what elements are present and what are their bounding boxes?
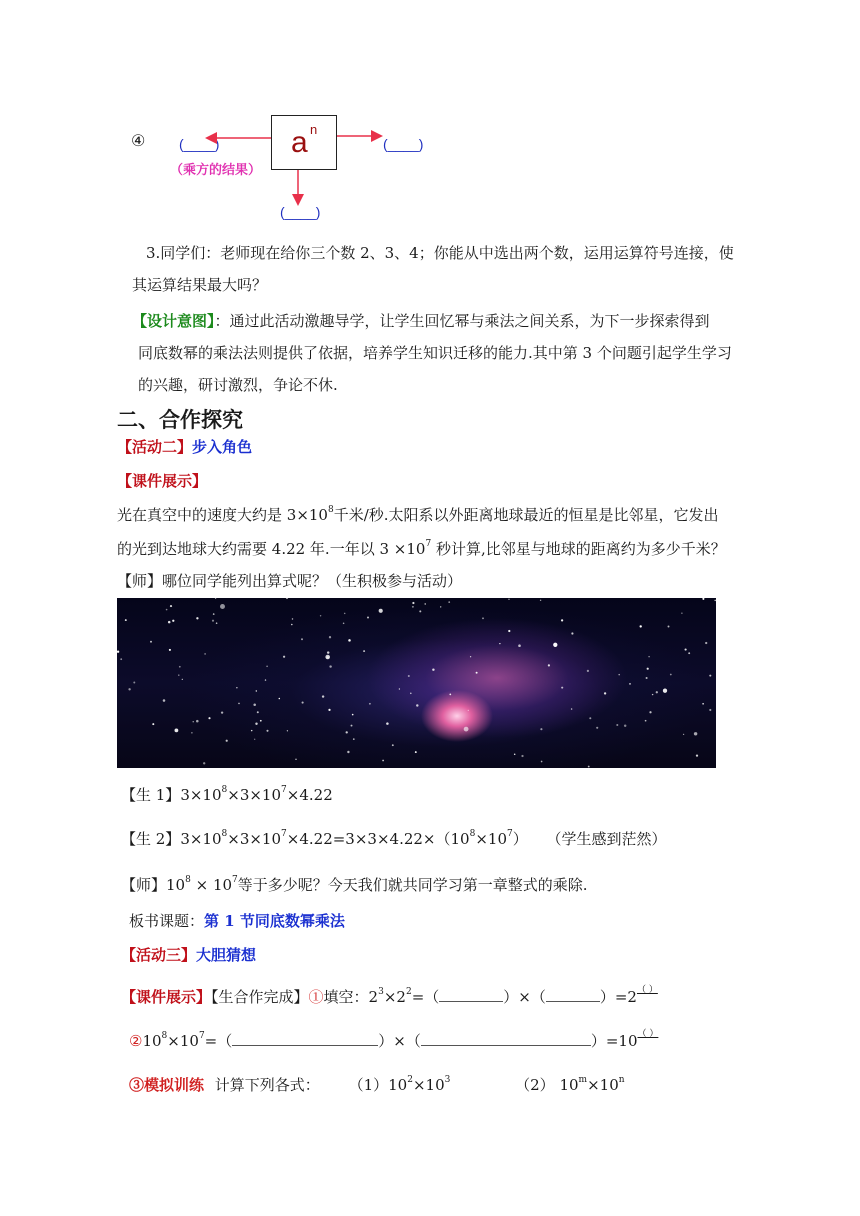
star — [412, 606, 414, 608]
star — [301, 638, 303, 640]
star — [266, 730, 268, 732]
star — [521, 755, 523, 757]
star — [440, 606, 441, 607]
star — [668, 626, 670, 628]
s1-c: ×4.22 — [286, 786, 333, 804]
star — [329, 665, 331, 667]
star — [432, 668, 434, 670]
star — [344, 613, 346, 615]
star — [133, 682, 135, 684]
practice-item-2-b: ×10 — [587, 1076, 619, 1094]
t2-sup-2: 7 — [232, 875, 238, 885]
star — [352, 714, 354, 716]
board-prefix: 板书课题： — [129, 912, 205, 930]
star — [683, 734, 684, 735]
star — [514, 753, 516, 755]
star — [518, 644, 521, 647]
star — [561, 687, 563, 689]
fill-sublabel: 【生合作完成】 — [211, 988, 309, 1006]
star — [694, 732, 697, 735]
star — [616, 724, 618, 726]
star — [596, 727, 598, 729]
star — [343, 623, 345, 625]
student-2-label: 【生 2】 — [121, 830, 181, 848]
star — [652, 694, 653, 695]
star — [347, 751, 349, 753]
star — [172, 620, 174, 622]
star — [449, 694, 451, 696]
practice-item-2: （2） 10 — [515, 1076, 579, 1094]
star — [571, 632, 573, 634]
star — [646, 677, 648, 679]
star — [120, 658, 122, 660]
fill-courseware-label: 【课件展示】 — [121, 988, 212, 1006]
star-field — [117, 598, 716, 768]
star — [348, 639, 351, 642]
star — [150, 641, 152, 643]
star — [468, 710, 469, 711]
problem-sup-2: 7 — [425, 539, 432, 549]
star — [287, 730, 288, 731]
star — [179, 666, 181, 668]
nebula-image — [117, 598, 716, 768]
design-intent-label: 【设计意图】 — [132, 312, 215, 330]
problem-line-2 — [117, 539, 726, 562]
t2-a: 10 — [166, 876, 186, 894]
star — [688, 652, 690, 654]
star — [253, 704, 256, 707]
star — [196, 720, 199, 723]
star — [256, 690, 257, 691]
star — [346, 731, 348, 733]
s1-a: 3×10 — [180, 786, 222, 804]
s2-sup-2: 7 — [281, 829, 287, 839]
star — [705, 642, 707, 644]
star — [125, 619, 127, 621]
star — [648, 656, 650, 658]
star — [265, 679, 266, 680]
star — [618, 674, 620, 676]
f2-d: ）×（ — [378, 1032, 421, 1050]
practice-item-1: （1）10 — [348, 1076, 408, 1094]
star — [681, 613, 682, 614]
star — [540, 728, 542, 730]
diagram-arrows — [0, 0, 860, 230]
star — [629, 683, 631, 685]
problem-line-1 — [117, 505, 719, 528]
practice-item-2-sup-2: n — [618, 1075, 625, 1085]
star — [587, 670, 589, 672]
board-title-text: 第 1 节同底数幂乘法 — [204, 912, 345, 930]
teacher-2-label: 【师】 — [121, 876, 167, 894]
t2-sup-1: 8 — [185, 875, 191, 885]
question-3-line-2: 其运算结果最大吗？ — [132, 276, 268, 294]
s2-e: ） — [512, 830, 528, 848]
s1-sup-2: 7 — [281, 785, 287, 795]
fill-in-1 — [121, 987, 658, 1010]
design-intent-line-2: 同底数幂的乘法法则提供了依据，培养学生知识迁移的能力.其中第 3 个问题引起学生学习 — [138, 344, 732, 362]
star — [291, 624, 293, 626]
star — [325, 655, 330, 660]
s2-sup-3: 8 — [469, 829, 476, 839]
star — [182, 679, 183, 680]
fill-sup-2: 2 — [405, 987, 412, 997]
star — [548, 664, 550, 666]
star — [709, 709, 711, 711]
diagram-caption: （乘方的结果） — [170, 163, 262, 178]
problem-text-a: 光在真空中的速度大约是 3×10 — [117, 506, 328, 524]
star — [696, 754, 698, 756]
fill-sup-1: 3 — [378, 987, 384, 997]
power-exponent: n — [310, 122, 318, 137]
star — [408, 675, 410, 677]
student-1-label: 【生 1】 — [121, 786, 181, 804]
star — [645, 720, 647, 722]
student-2-answer — [121, 829, 667, 852]
practice-text: 计算下列各式： — [214, 1076, 320, 1094]
f2-e: ）=10 — [590, 1032, 638, 1050]
practice-item-1-sup-2: 3 — [444, 1075, 451, 1085]
s2-d: ×10 — [475, 830, 507, 848]
practice-label: ③模拟训练 — [129, 1076, 205, 1094]
star — [328, 709, 330, 711]
star — [640, 625, 642, 627]
star — [508, 630, 510, 632]
star — [166, 609, 168, 611]
star — [714, 600, 716, 602]
diagram-left-paren: (____) — [179, 136, 220, 152]
f2-b: ×10 — [167, 1032, 199, 1050]
star — [702, 703, 704, 705]
star — [589, 717, 591, 719]
fill-blank-1[interactable] — [439, 1001, 503, 1002]
fill-blank-2[interactable] — [546, 1001, 600, 1002]
star — [399, 688, 400, 689]
star — [226, 740, 228, 742]
star — [709, 675, 711, 677]
star — [170, 605, 172, 607]
t2-c: 等于多少呢？今天我们就共同学习第一章整式的乘除. — [237, 876, 588, 894]
fill-text-5: ）=2 — [599, 988, 637, 1006]
f2-sup-2: 7 — [198, 1031, 205, 1041]
star — [382, 760, 384, 762]
problem-text-d: 秒计算,比邻星与地球的距离约为多少千米？ — [431, 540, 726, 558]
star — [322, 695, 324, 697]
teacher-prompt-2 — [121, 875, 588, 898]
star — [410, 693, 412, 695]
star — [419, 610, 421, 612]
star — [254, 739, 255, 740]
activity-3 — [121, 945, 256, 965]
star — [302, 702, 304, 704]
fill-blank-exponent-2[interactable]: （ ） — [637, 1029, 659, 1039]
star — [367, 616, 369, 618]
star — [204, 653, 206, 655]
star — [470, 656, 471, 657]
star — [212, 620, 214, 622]
star — [464, 727, 469, 732]
star — [571, 708, 573, 710]
practice-item-1-b: ×10 — [412, 1076, 445, 1094]
power-base: a — [291, 126, 308, 159]
fill-blank-4[interactable] — [421, 1045, 591, 1046]
fill-text-3: =（ — [411, 988, 440, 1006]
star — [329, 636, 331, 638]
star — [663, 689, 667, 693]
star — [656, 691, 658, 693]
star — [255, 723, 257, 725]
star — [685, 649, 687, 651]
fill-blank-exponent-1[interactable]: （ ） — [636, 985, 658, 995]
student-2-note: （学生感到茫然） — [546, 830, 667, 848]
s2-b: ×3×10 — [227, 830, 282, 848]
star — [540, 600, 541, 601]
star — [647, 668, 649, 670]
design-intent-line-3: 的兴趣，研讨激烈，争论不休. — [138, 376, 338, 394]
fill-text-1: 填空：2 — [323, 988, 379, 1006]
star — [482, 617, 484, 619]
star — [624, 724, 626, 726]
s1-sup-1: 8 — [221, 785, 228, 795]
star — [448, 601, 450, 603]
star — [416, 704, 418, 706]
activity-2-title: 步入角色 — [192, 438, 253, 456]
f2-sup-1: 8 — [161, 1031, 168, 1041]
problem-sup-1: 8 — [327, 505, 334, 515]
board-title — [129, 911, 345, 931]
star — [236, 687, 237, 688]
star — [320, 615, 321, 616]
star — [424, 603, 425, 604]
star — [412, 602, 414, 604]
s2-c: ×4.22=3×3×4.22×（10 — [286, 830, 470, 848]
star — [649, 711, 651, 713]
diagram-bottom-paren: (____) — [280, 204, 321, 220]
activity-3-label: 【活动三】 — [121, 946, 197, 964]
star — [286, 598, 288, 599]
star — [266, 665, 268, 667]
diagram-right-paren: (____) — [383, 136, 424, 152]
star — [279, 698, 281, 700]
star — [203, 762, 205, 764]
activity-2 — [117, 437, 252, 457]
s2-a: 3×10 — [180, 830, 222, 848]
star — [213, 613, 215, 615]
star — [541, 761, 543, 763]
star — [379, 609, 383, 613]
s2-sup-1: 8 — [221, 829, 228, 839]
star — [604, 692, 606, 694]
star — [257, 711, 259, 713]
star — [260, 720, 262, 722]
practice-item-1-sup-1: 2 — [407, 1075, 413, 1085]
star — [221, 711, 223, 713]
star — [508, 599, 509, 600]
problem-text-c: 的光到达地球大约需要 4.22 年.一年以 3 ×10 — [117, 540, 426, 558]
star — [386, 722, 389, 725]
star — [392, 744, 394, 746]
star — [351, 725, 353, 727]
star — [499, 643, 500, 644]
star — [353, 738, 355, 740]
fill-text-4: ）×（ — [503, 988, 546, 1006]
teacher-prompt-1: 【师】哪位同学能列出算式呢？（生积极参与活动） — [117, 572, 463, 590]
question-3-line-1: 3.同学们：老师现在给你三个数 2、3、4；你能从中选出两个数，运用运算符号连接，使 — [146, 244, 734, 262]
star — [193, 721, 194, 722]
activity-3-title: 大胆猜想 — [196, 946, 257, 964]
diagram-number: ④ — [131, 131, 146, 150]
star — [191, 732, 193, 734]
star — [588, 766, 590, 768]
fill-number-2: ② — [129, 1032, 143, 1050]
star — [283, 656, 285, 658]
s1-b: ×3×10 — [227, 786, 282, 804]
design-intent-text-1: ：通过此活动激趣导学，让学生回忆幂与乘法之间关系，为下一步探索得到 — [214, 312, 710, 330]
section-heading: 二、合作探究 — [117, 408, 243, 432]
star — [220, 604, 225, 609]
star — [175, 729, 179, 733]
star — [553, 643, 557, 647]
star — [327, 651, 329, 653]
star — [168, 621, 171, 624]
star — [196, 617, 198, 619]
star — [363, 650, 365, 652]
practice-line — [129, 1075, 625, 1098]
star — [163, 699, 166, 702]
t2-b: × 10 — [190, 876, 233, 894]
fill-text-2: ×2 — [383, 988, 406, 1006]
star — [295, 759, 296, 760]
star — [238, 703, 240, 705]
star — [476, 672, 478, 674]
student-1-answer — [121, 785, 333, 808]
star — [152, 723, 154, 725]
f2-a: 10 — [142, 1032, 162, 1050]
problem-text-b: 千米/秒.太阳系以外距离地球最近的恒星是比邻星，它发出 — [333, 506, 719, 524]
star — [208, 717, 210, 719]
star — [128, 688, 130, 690]
star — [178, 674, 179, 675]
fill-in-2 — [129, 1031, 658, 1054]
star — [292, 618, 293, 619]
star — [215, 598, 216, 599]
f2-c: =（ — [204, 1032, 233, 1050]
activity-2-label: 【活动二】 — [117, 438, 193, 456]
star — [670, 674, 672, 676]
s2-sup-4: 7 — [506, 829, 513, 839]
star — [117, 651, 119, 653]
star — [702, 598, 704, 600]
star — [216, 622, 218, 624]
star — [561, 619, 563, 621]
star — [251, 730, 252, 731]
practice-item-2-sup-1: m — [578, 1075, 588, 1085]
star — [369, 703, 371, 705]
fill-number-1: ① — [308, 988, 324, 1006]
courseware-label: 【课件展示】 — [117, 472, 208, 490]
star — [169, 649, 171, 651]
design-intent-line-1 — [132, 311, 710, 331]
fill-blank-3[interactable] — [232, 1045, 378, 1046]
star — [415, 751, 417, 753]
